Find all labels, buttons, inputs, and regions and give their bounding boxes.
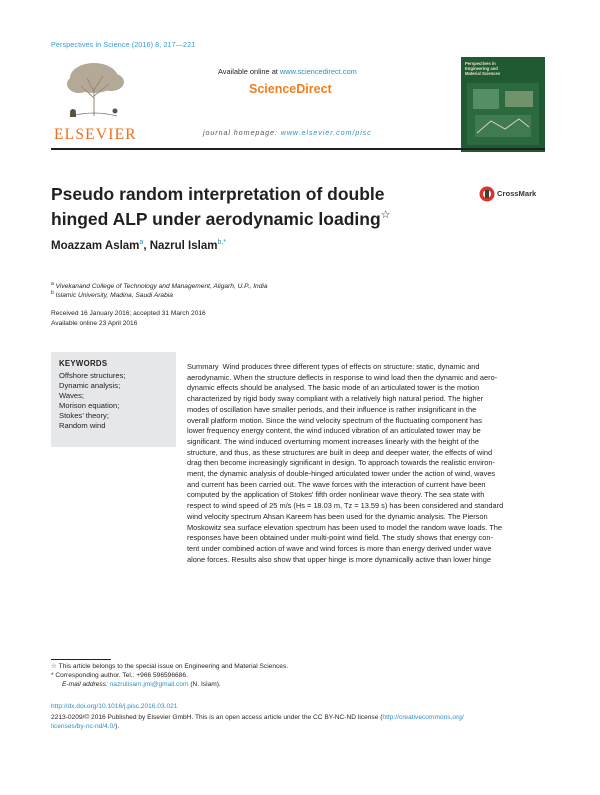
summary-line: modes of oscillation have smaller periods, and their influence is rather insignificant in the	[187, 404, 477, 414]
summary-line: respect to wind speed of 25 m/s (Hs = 18.03 m, Tz = 13.59 s) has been considered and standard	[187, 501, 504, 511]
journal-cover	[461, 57, 545, 152]
license-line-2: licenses/by-nc-nd/4.0/).	[51, 723, 120, 730]
summary-line: tent under combined action of wave and wind forces is more than energy derived under wave	[187, 543, 492, 553]
abstract-summary	[187, 362, 542, 577]
summary-line: significant. The wind induced overturning moment increases linearly with the height of the	[187, 436, 479, 446]
summary-line: responses have been obtained under multi-point wind field. The study shows that energy con-	[187, 533, 493, 543]
author-1: Moazzam Aslam	[51, 239, 140, 252]
available-date: Available online 23 April 2016	[51, 320, 138, 327]
email-link[interactable]: nazrulisam.jmi@gmail.com	[109, 681, 189, 688]
sciencedirect-link[interactable]: www.sciencedirect.com	[279, 67, 357, 76]
title-line-1: Pseudo random interpretation of double	[51, 184, 385, 204]
affiliation-a: $^a$ Vivekanand College of Technology and Management, Aligarh, U.P., India	[51, 281, 268, 291]
author-1-affil[interactable]: a	[139, 239, 144, 246]
header-rule	[51, 148, 545, 150]
author-2: Nazrul Islam	[149, 239, 218, 252]
title-line-2: hinged ALP under aerodynamic loading☆	[51, 208, 391, 229]
keyword: Random wind	[59, 421, 106, 430]
summary-line: Moskowitz sea surface elevation spectrum has been used to model the random wave loads. The	[187, 522, 502, 532]
author-list	[51, 239, 226, 252]
summary-label: Summary	[187, 362, 219, 371]
homepage-link[interactable]: www.elsevier.com/pisc	[280, 128, 372, 137]
doi-link[interactable]: http://dx.doi.org/10.1016/j.pisc.2016.03.021	[51, 703, 178, 710]
homepage-label: journal homepage:	[203, 128, 278, 137]
available-prefix: Available online at	[218, 67, 280, 76]
license-link[interactable]: http://creativecommons.org/	[382, 714, 464, 721]
cover-art	[467, 83, 539, 145]
summary-line: overall platform motion. Since the wind velocity spectrum of the fluctuating component has	[187, 415, 482, 425]
keywords-heading: KEYWORDS	[59, 359, 108, 368]
keyword: Dynamic analysis;	[59, 381, 121, 390]
cover-title-3: Material Sciences	[465, 71, 501, 76]
available-online	[218, 67, 357, 76]
summary-line: computed by the application of Stokes’ fifth order nonlinear wave theory. The sea state with	[187, 490, 485, 500]
summary-line: ment, the dynamic analysis of double-hinged articulated tower under the action of wind, waves	[187, 469, 496, 478]
summary-line: Summary Wind produces three different types of effects on structure: static, dynamic and	[187, 362, 480, 371]
crossmark-badge[interactable]	[479, 185, 549, 203]
affiliation-b: $^b$ Islamic University, Madina, Saudi Arabia	[51, 290, 173, 300]
publisher-name: ELSEVIER	[54, 126, 137, 143]
license-link-continued[interactable]: licenses/by-nc-nd/4.0/	[51, 723, 116, 730]
author-separator: ,	[143, 239, 150, 252]
keyword: Offshore structures;	[59, 371, 126, 380]
keyword: Stokes’ theory;	[59, 411, 109, 420]
crossmark-label: CrossMark	[497, 189, 537, 198]
received-date: Received 16 January 2016; accepted 31 March 2016	[51, 310, 206, 317]
summary-line: wind velocity spectrum Ahsan Kareem has been used for the dynamic analysis. The Pierson	[187, 511, 488, 521]
footnote-rule	[51, 659, 111, 660]
title-note-star[interactable]: ☆	[380, 209, 391, 221]
summary-line: dynamic effects should be analysed. The basic mode of an articulated tower is the motion	[187, 383, 480, 393]
summary-line: and current has been carried out. The wave forces with the interaction of current have been	[187, 479, 486, 489]
summary-line: lower frequency energy content, the wind induced vibration of an articulated tower may be	[187, 426, 481, 436]
summary-line: characterized by rigid body sway compliant with a relatively high natural period. The higher	[187, 394, 484, 404]
license-line-1: 2213-0209/© 2016 Published by Elsevier GmbH. This is an open access article under the CC BY-NC-ND license (http://creativecommons.org/	[51, 714, 464, 721]
keyword: Waves;	[59, 391, 85, 400]
crossmark-icon	[479, 185, 495, 203]
article-title	[51, 184, 471, 230]
footnote-email: E-mail address: nazrulisam.jmi@gmail.com (N. Islam).	[62, 681, 221, 688]
elsevier-tree-logo	[51, 58, 137, 120]
keyword: Morison equation;	[59, 401, 120, 410]
summary-line: drag then become increasingly significant in design. To approach towards the realistic environ-	[187, 458, 495, 468]
cover-title-2: Engineering and	[465, 66, 498, 71]
footnote-special-issue: ☆ This article belongs to the special issue on Engineering and Material Sciences.	[51, 663, 289, 670]
cover-title-1: Perspectives in	[465, 61, 496, 66]
journal-homepage	[203, 128, 372, 137]
footnote-corresponding: * Corresponding author. Tel.: +966 596596686.	[51, 672, 188, 679]
summary-line: aerodynamic. When the structure deflects in response to wind load then the dynamic and aero-	[187, 372, 498, 382]
summary-line: structure, and thus, as these structures are built in deep and deeper water, the effects of wind	[187, 447, 493, 457]
summary-line: alone forces. Results also show that upper hinge is more dynamically active than lower hinge	[187, 554, 491, 564]
journal-reference[interactable]: Perspectives in Science (2016) 8, 217—221	[51, 40, 196, 49]
sciencedirect-brand: ScienceDirect	[249, 82, 332, 96]
author-2-affil[interactable]: b,*	[217, 239, 227, 246]
